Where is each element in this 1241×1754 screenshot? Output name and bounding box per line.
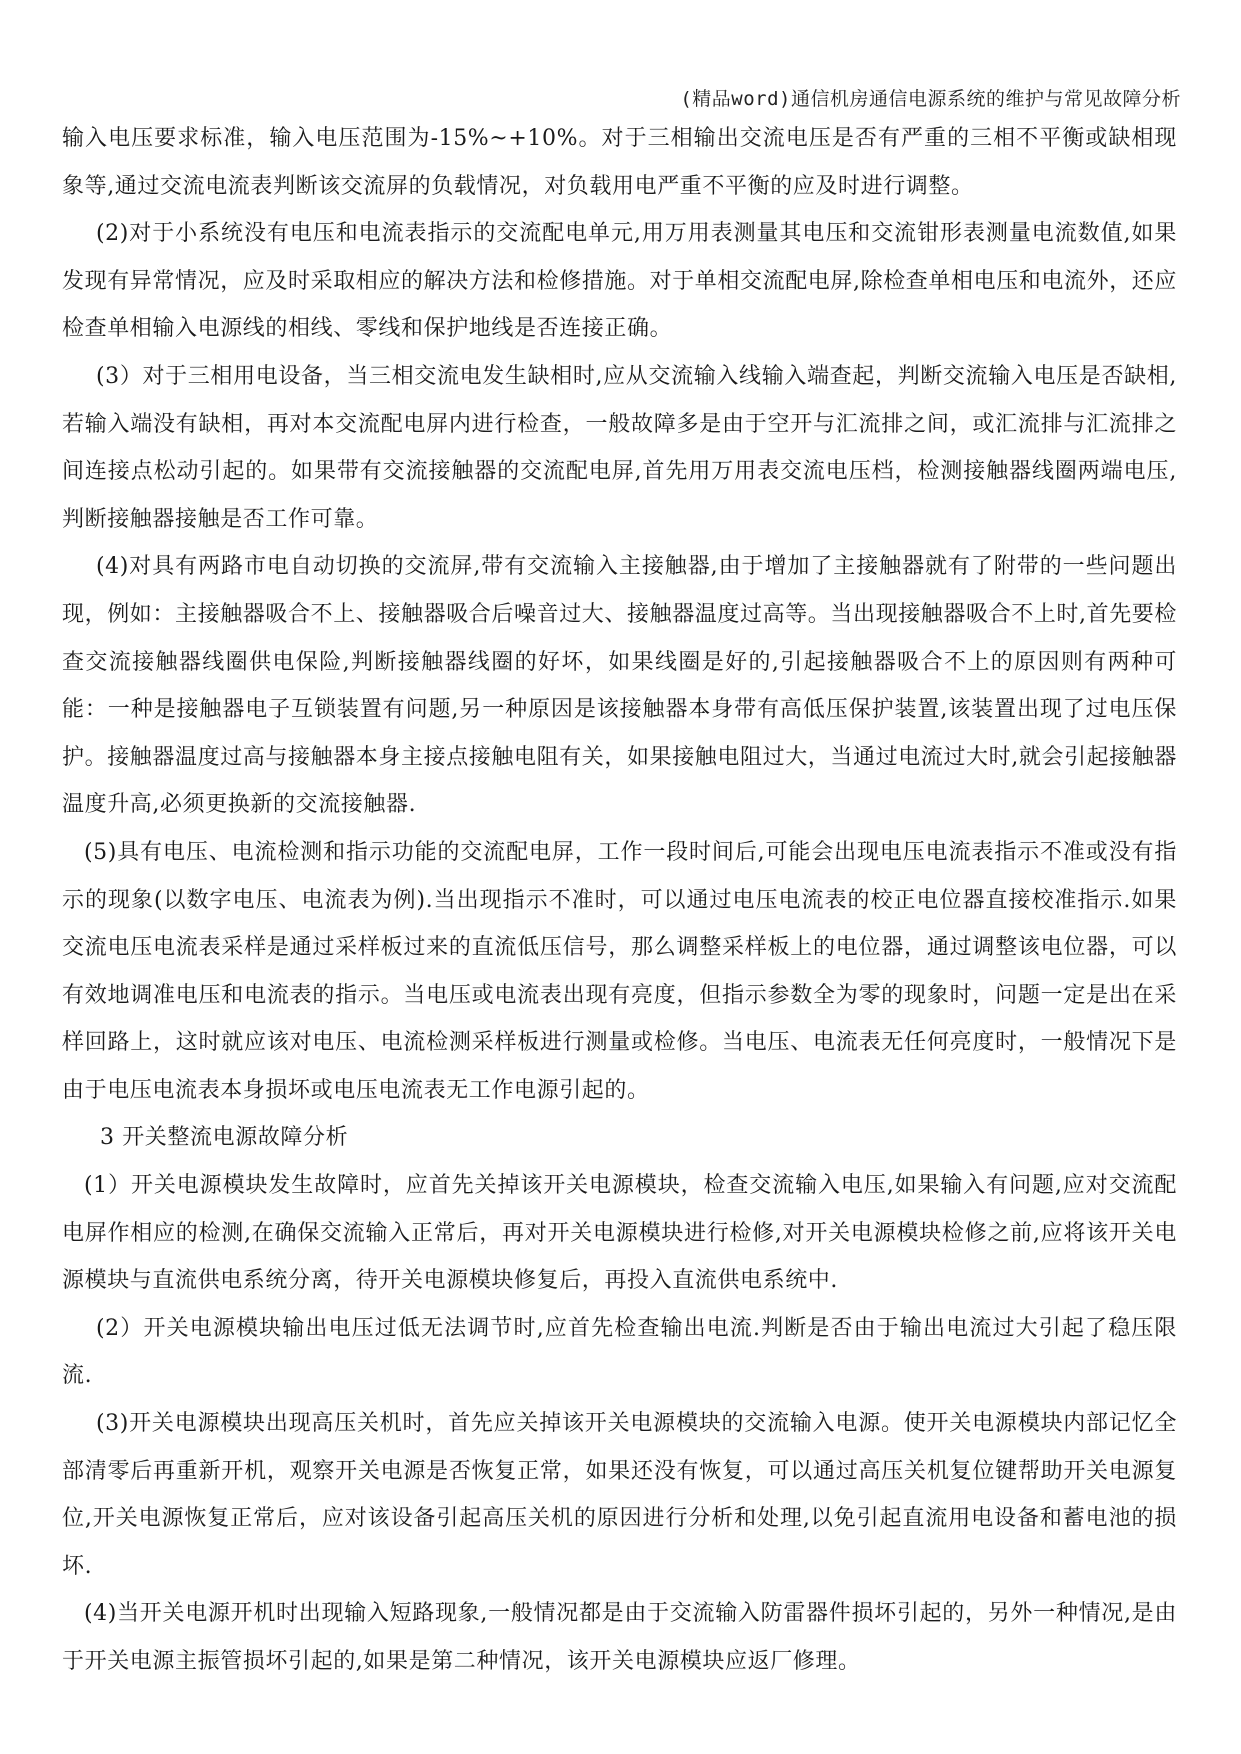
paragraph-item-3-three-phase: (3）对于三相用电设备，当三相交流电发生缺相时,应从交流输入线输入端查起，判断交流输入电压是否缺相,若输入端没有缺相，再对本交流配电屏内进行检查，一般故障多是由于空开与汇流排之间，或汇流排与汇流排之间连接点松动引起的。如果带有交流接触器的交流配电屏,首先用万用表交流电压档，检测接触器线圈两端电压,判断接触器接触是否工作可靠。 (62, 363, 1177, 532)
paragraph-rectifier-item-4: (4)当开关电源开机时出现输入短路现象,一般情况都是由于交流输入防雷器件损坏引起的，另外一种情况,是由于开关电源主振管损坏引起的,如果是第二种情况，该开关电源模块应返厂修理。 (62, 1601, 1177, 1674)
paragraph-item-4-auto-switch: (4)对具有两路市电自动切换的交流屏,带有交流输入主接触器,由于增加了主接触器就有了附带的一些问题出现，例如：主接触器吸合不上、接触器吸合后噪音过大、接触器温度过高等。当出现接触器吸合不上时,首先要检查交流接触器线圈供电保险,判断接触器线圈的好坏，如果线圈是好的,引起接触器吸合不上的原因则有两种可能：一种是接触器电子互锁装置有问题,另一种原因是该接触器本身带有高低压保护装置,该装置出现了过电压保护。接触器温度过高与接触器本身主接点接触电阻有关，如果接触电阻过大，当通过电流过大时,就会引起接触器温度升高,必须更换新的交流接触器. (62, 554, 1177, 818)
paragraph-rectifier-item-2: (2）开关电源模块输出电压过低无法调节时,应首先检查输出电流.判断是否由于输出电流过大引起了稳压限流. (62, 1315, 1177, 1389)
paragraph-input-voltage: 输入电压要求标准，输入电压范围为-15%~+10%。对于三相输出交流电压是否有严重的三相不平衡或缺相现象等,通过交流电流表判断该交流屏的负载情况，对负载用电严重不平衡的应及时进行调整。 (62, 126, 1177, 199)
running-header: (精品word)通信机房通信电源系统的维护与常见故障分析 (680, 88, 1181, 110)
section-heading-3: 3 开关整流电源故障分析 (100, 1125, 349, 1151)
paragraph-rectifier-item-3: (3)开关电源模块出现高压关机时，首先应关掉该开关电源模块的交流输入电源。使开关电源模块内部记忆全部清零后再重新开机，观察开关电源是否恢复正常，如果还没有恢复，可以通过高压关机复位键帮助开关电源复位,开关电源恢复正常后，应对该设备引起高压关机的原因进行分析和处理,以免引起直流用电设备和蓄电池的损坏. (62, 1411, 1177, 1579)
paragraph-rectifier-item-1: (1）开关电源模块发生故障时，应首先关掉该开关电源模块，检查交流输入电压,如果输入有问题,应对交流配电屏作相应的检测,在确保交流输入正常后，再对开关电源模块进行检修,对开关电源模块检修之前,应将该开关电源模块与直流供电系统分离，待开关电源模块修复后，再投入直流供电系统中. (62, 1173, 1177, 1294)
paragraph-item-5-meters: (5)具有电压、电流检测和指示功能的交流配电屏，工作一段时间后,可能会出现电压电流表指示不准或没有指示的现象(以数字电压、电流表为例).当出现指示不准时，可以通过电压电流表的校正电位器直接校准指示.如果交流电压电流表采样是通过采样板过来的直流低压信号，那么调整采样板上的电位器，通过调整该电位器，可以有效地调准电压和电流表的指示。当电压或电流表出现有亮度，但指示参数全为零的现象时，问题一定是出在采样回路上，这时就应该对电压、电流检测采样板进行测量或检修。当电压、电流表无任何亮度时，一般情况下是由于电压电流表本身损坏或电压电流表无工作电源引起的。 (62, 839, 1177, 1103)
body-text (62, 115, 1177, 1686)
paragraph-item-2-small-system: (2)对于小系统没有电压和电流表指示的交流配电单元,用万用表测量其电压和交流钳形表测量电流数值,如果发现有异常情况，应及时采取相应的解决方法和检修措施。对于单相交流配电屏,除检查单相电压和电流外，还应检查单相输入电源线的相线、零线和保护地线是否连接正确。 (62, 221, 1177, 342)
